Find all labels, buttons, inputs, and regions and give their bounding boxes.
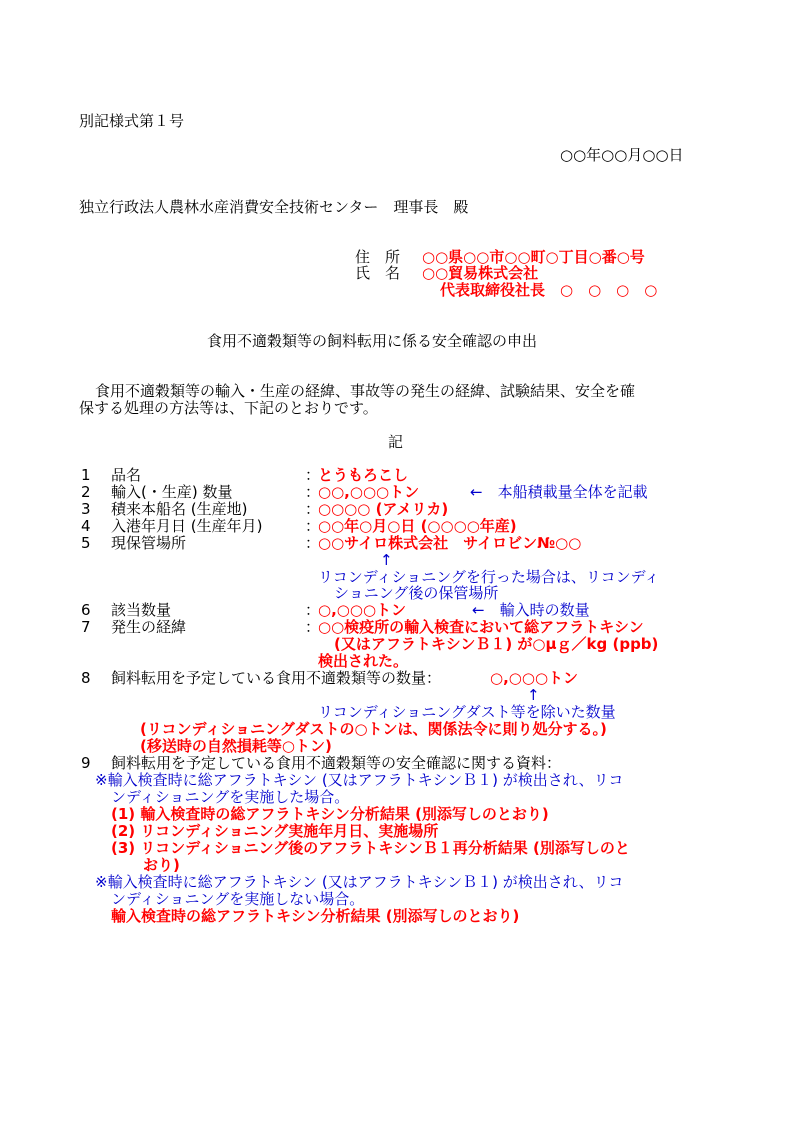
item-2-number: 2 — [81, 483, 91, 501]
item-8-red-line-2: (移送時の自然損耗等○トン) — [140, 737, 332, 755]
form-number: 別記様式第１号 — [79, 112, 185, 130]
item-8-note: リコンディショニングダスト等を除いた数量 — [318, 703, 616, 721]
item-5-note-line-2: ショニング後の保管場所 — [334, 584, 499, 602]
item-5-note-line-1: リコンディショニングを行った場合は、リコンディ — [318, 568, 660, 586]
addressee: 独立行政法人農林水産消費安全技術センター 理事長 殿 — [79, 198, 469, 216]
name-label: 氏 名 — [355, 264, 401, 282]
item-8-label: 飼料転用を予定している食用不適穀類等の数量： — [111, 669, 442, 687]
item-3-colon: ： — [305, 500, 321, 518]
item-4-label: 入港年月日 (生産年月) — [111, 517, 263, 535]
item-7-colon: ： — [305, 618, 321, 636]
date: ○○年○○月○○日 — [560, 146, 684, 164]
case-1-note-line-1: ※輸入検査時に総アフラトキシン (又はアフラトキシンＢ１) が検出され、リコ — [95, 771, 624, 789]
item-8-up-arrow: ↑ — [527, 686, 540, 704]
item-3-label: 積来本船名 (生産地) — [111, 500, 248, 518]
case-1-list-item-1: (1) 輸入検査時の総アフラトキシン分析結果 (別添写しのとおり) — [111, 805, 549, 823]
item-5-value: ○○サイロ株式会社 サイロビン№○○ — [318, 534, 582, 552]
item-1-label: 品名 — [111, 466, 142, 484]
case-2-note-line-1: ※輸入検査時に総アフラトキシン (又はアフラトキシンＢ１) が検出され、リコ — [95, 873, 624, 891]
item-3-number: 3 — [81, 500, 91, 518]
item-7-label: 発生の経緯 — [111, 618, 187, 636]
item-5-colon: ： — [305, 534, 321, 552]
case-1-list-item-2: (2) リコンディショニング実施年月日、実施場所 — [111, 822, 439, 840]
item-6-note: ← 輸入時の数量 — [472, 601, 590, 619]
case-2-note-line-2: ンディショニングを実施しない場合。 — [111, 890, 365, 908]
item-2-note: ← 本船積載量全体を記載 — [470, 483, 648, 501]
case-1-note-line-2: ンディショニングを実施した場合。 — [111, 788, 350, 806]
case-2-result: 輸入検査時の総アフラトキシン分析結果 (別添写しのとおり) — [111, 907, 520, 925]
item-4-value: ○○年○月○日 (○○○○年産) — [318, 517, 517, 535]
item-2-label: 輸入(・生産) 数量 — [111, 483, 233, 501]
address-value: ○○県○○市○○町○丁目○番○号 — [422, 248, 645, 266]
address-label: 住 所 — [355, 248, 401, 266]
item-6-number: 6 — [81, 601, 91, 619]
item-7-value-line-2: (又はアフラトキシンＢ１) が○μｇ／kg (ppb) — [334, 635, 659, 653]
item-9-number: 9 — [81, 754, 91, 772]
intro-line-2: 保する処理の方法等は、下記のとおりです。 — [79, 399, 378, 417]
item-6-value: ○,○○○トン — [318, 601, 407, 619]
document-title: 食用不適穀類等の飼料転用に係る安全確認の申出 — [207, 332, 538, 350]
item-7-value-line-3: 検出された。 — [318, 652, 409, 670]
item-2-value: ○○,○○○トン — [318, 483, 420, 501]
item-6-label: 該当数量 — [111, 601, 172, 619]
item-1-number: 1 — [81, 466, 91, 484]
item-9-label: 飼料転用を予定している食用不適穀類等の安全確認に関する資料： — [111, 754, 562, 772]
item-8-number: 8 — [81, 669, 91, 687]
case-1-list-item-3: (3) リコンディショニング後のアフラトキシンＢ１再分析結果 (別添写しのと — [111, 839, 630, 857]
case-1-list-item-3-cont: おり) — [143, 856, 180, 874]
item-4-number: 4 — [81, 517, 91, 535]
item-4-colon: ： — [305, 517, 321, 535]
item-7-value-line-1: ○○検疫所の輸入検査において総アフラトキシン — [318, 618, 644, 636]
item-5-label: 現保管場所 — [111, 534, 187, 552]
item-1-colon: ： — [305, 466, 321, 484]
item-8-red-line-1: (リコンディショニングダストの○トンは、関係法令に則り処分する。) — [140, 720, 607, 738]
name-value: ○○貿易株式会社 — [422, 264, 539, 282]
item-5-up-arrow: ↑ — [380, 551, 393, 569]
item-2-colon: ： — [305, 483, 321, 501]
item-1-value: とうもろこし — [318, 466, 409, 484]
ki-heading: 記 — [388, 433, 404, 451]
item-3-value: ○○○○ (アメリカ) — [318, 500, 449, 518]
item-7-number: 7 — [81, 618, 91, 636]
item-6-colon: ： — [305, 601, 321, 619]
representative: 代表取締役社長 ○ ○ ○ ○ — [440, 281, 658, 299]
intro-line-1: 食用不適穀類等の輸入・生産の経緯、事故等の発生の経緯、試験結果、安全を確 — [95, 382, 636, 400]
item-5-number: 5 — [81, 534, 91, 552]
item-8-value: ○,○○○トン — [490, 669, 579, 687]
